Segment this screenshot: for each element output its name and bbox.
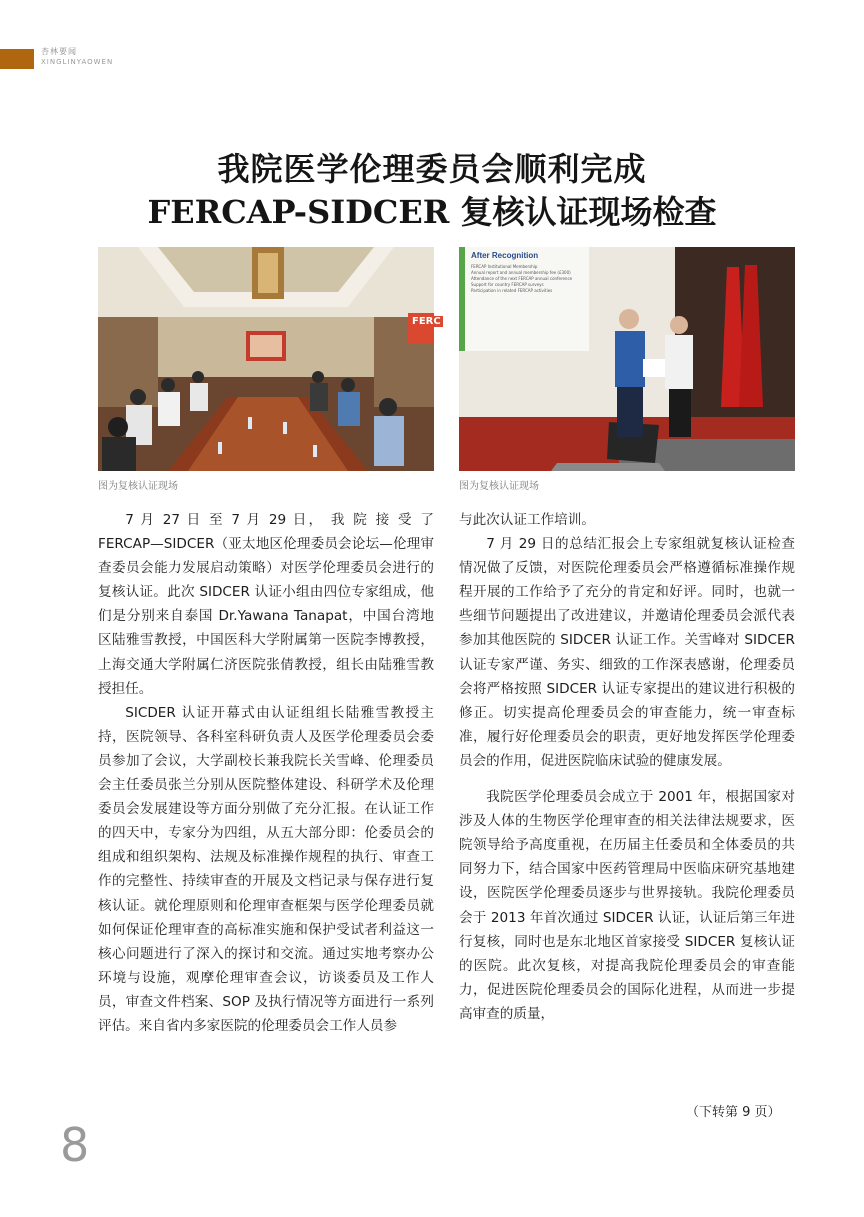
- slide-bullet: FERCAP Institutional Membership: [471, 264, 538, 269]
- photo-caption: 图为复核认证现场: [98, 481, 178, 492]
- body-paragraph: 我院医学伦理委员会成立于 2001 年，根据国家对涉及人体的生物医学伦理审查的相关法律法规要求，医院领导给予高度重视，在历届主任委员和全体委员的共同努力下，结合国家中医药管理局中医临床研究基地建设，医院医学伦理委员逐步与世界接轨。我院伦理委员会于 2013 年首次通过 SIDCER 认证，认证后第三年进行复核，同时也是东北地区首家接受 SIDCER 复核认证的医院。此次复核，对提高我院伦理委员会的审查能力，促进医院伦理委员会的国际化进程，从而进一步提高审查的质量，: [459, 789, 795, 1022]
- photo-caption: 图为复核认证现场: [459, 481, 539, 492]
- conference-room-photo: [98, 247, 434, 471]
- article-body-right: [459, 508, 795, 1026]
- section-pinyin: XINGLINYAOWEN: [41, 58, 114, 66]
- slide-bullet: Annual report and annual membership fee (£300): [471, 270, 571, 275]
- slide-heading: After Recognition: [471, 251, 539, 260]
- slide-bullet: Support for country FERCAP surveys: [471, 282, 544, 287]
- continued-note: （下转第 9 页）: [686, 1105, 781, 1120]
- slide-bullet: Attendance of the next FERCAP annual conference: [471, 276, 573, 281]
- section-name: 杏林要闻: [41, 47, 77, 56]
- body-paragraph: SICDER 认证开幕式由认证组组长陆雅雪教授主持，医院领导、各科室科研负责人及医学伦理委员会委员参加了会议，大学副校长兼我院长关雪峰、伦理委员会主任委员张兰分别从医院整体建设、科研学术及伦理委员会发展建设等方面分别做了充分汇报。在认证工作的四天中，专家分为四组，从五大部分即：伦委员会的组成和组织架构、法规及标准操作规程的执行、审查工作的完整性、持续审查的开展及文档记录与保存进行复核认证。就伦理原则和伦理审查框架与医学伦理委员就如何保证伦理审查的高标准实施和保护受试者利益这一核心问题进行了深入的探讨和交流。通过实地考察办公环境与设施，观摩伦理审查会议，访谈委员及工作人员，审查文件档案、SOP 及执行情况等方面进行一系列评估。来自省内多家医院的伦理委员会工作人员参: [98, 704, 434, 1034]
- body-paragraph: 7 月 29 日的总结汇报会上专家组就复核认证检查情况做了反馈，对医院伦理委员会严格遵循标准操作规程开展的工作给予了充分的肯定和好评。同时，也就一些细节问题提出了改进建议，并邀请伦理委员会派代表参加其他医院的 SIDCER 认证工作。关雪峰对 SIDCER 认证专家严谨、务实、细致的工作深表感谢，伦理委员会将严格按照 SIDCER 认证专家提出的建议进行积极的修正。切实提高伦理委员会的审查能力，统一审查标准，履行好伦理委员会的职责，更好地发挥医学伦理委员会的作用，促进医院临床试验的健康发展。: [459, 536, 795, 769]
- section-tab: [0, 49, 34, 69]
- body-paragraph: 7 月 27 日 至 7 月 29 日， 我 院 接 受 了 FERCAP—SIDCER（亚太地区伦理委员会论坛—伦理审查委员会能力发展启动策略）对医学伦理委员会进行的复核认证。此次 SIDCER 认证小组由四位专家组成，他们是分别来自泰国 Dr.Yawana Tanapat，中国台湾地区陆雅雪教授，中国医科大学附属第一医院李博教授，上海交通大学附属仁济医院张倩教授，组长由陆雅雪教授担任。: [98, 512, 434, 697]
- article-body-left: [98, 508, 434, 1038]
- slide-bullet: Participation in related FERCAP activities: [471, 288, 553, 293]
- certificate-presentation-photo: [459, 247, 795, 471]
- presentation-slide: [459, 247, 589, 351]
- banner-text: FERC: [412, 316, 441, 327]
- article-title-line1: 我院医学伦理委员会顺利完成: [217, 150, 647, 188]
- page-number: 8: [60, 1118, 90, 1172]
- body-paragraph: 与此次认证工作培训。: [459, 512, 595, 528]
- article-title-line2: FERCAP-SIDCER 复核认证现场检查: [147, 193, 717, 231]
